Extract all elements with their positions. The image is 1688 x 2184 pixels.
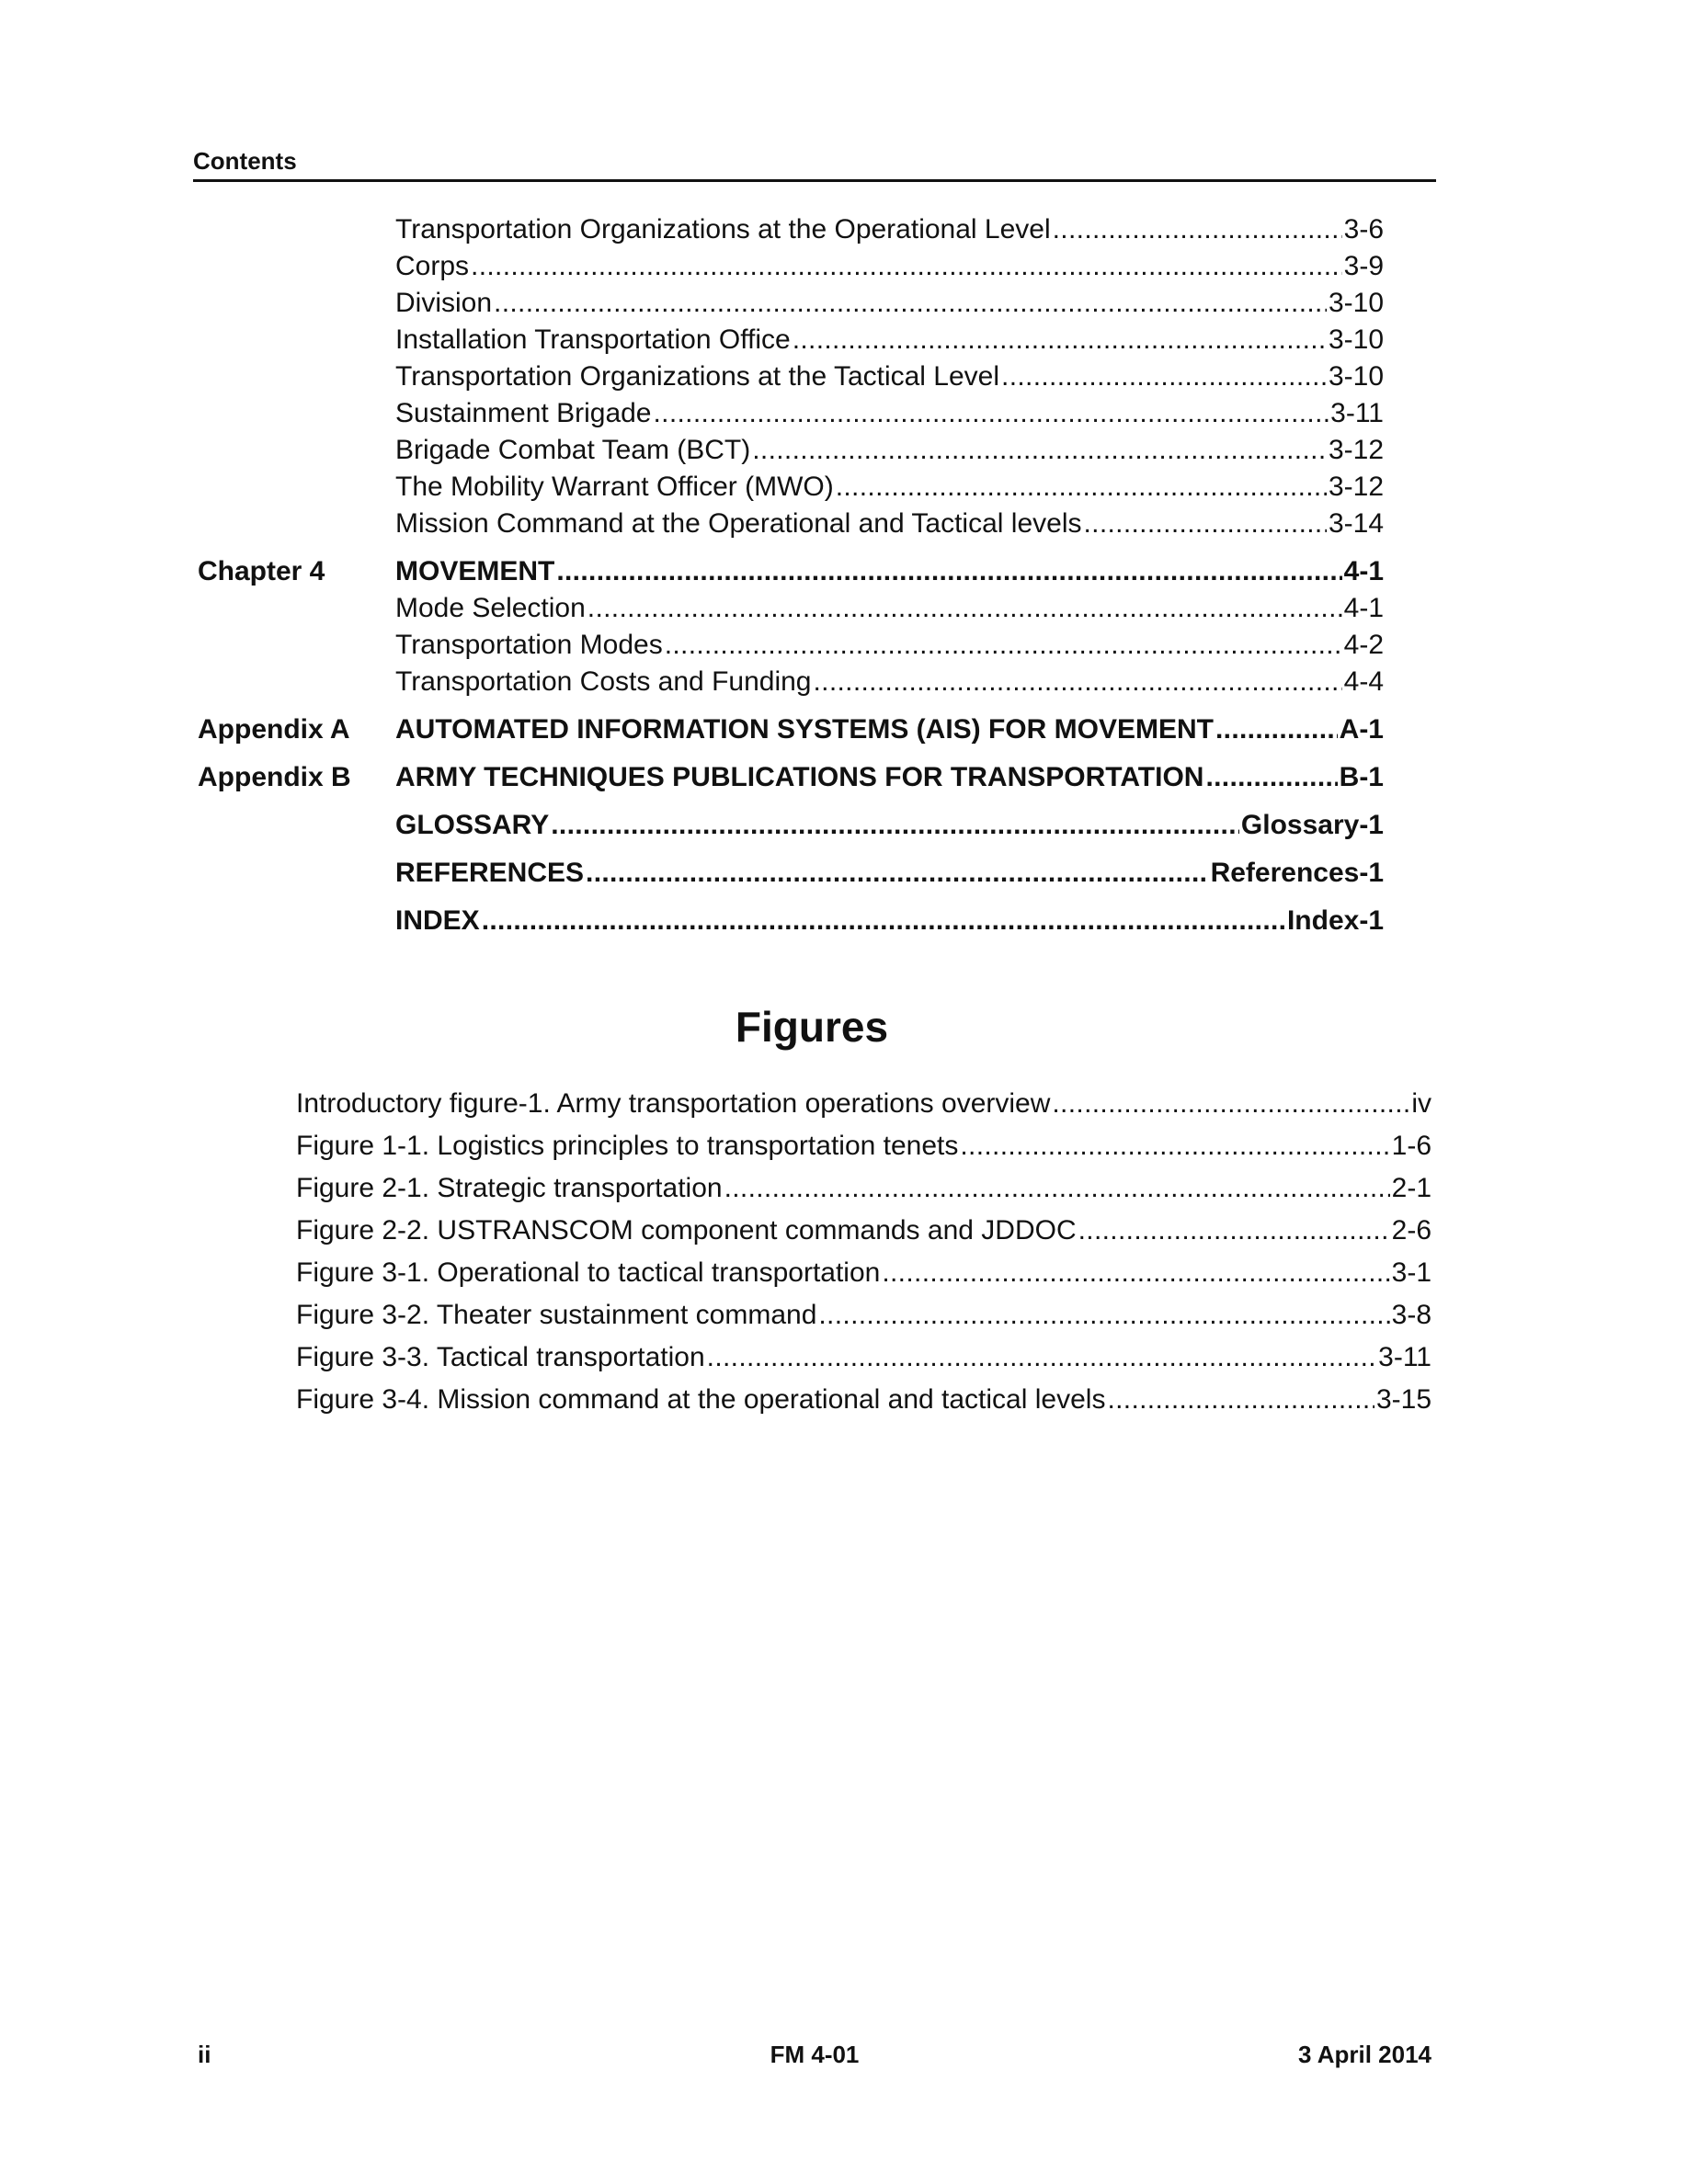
toc-entry-title: Transportation Modes xyxy=(395,630,663,660)
figure-entry[interactable] xyxy=(296,1125,1431,1167)
dot-leader xyxy=(813,664,1341,700)
figure-entry[interactable] xyxy=(296,1167,1431,1210)
toc-page-number: B-1 xyxy=(1339,762,1384,792)
toc-appendix-entry[interactable] xyxy=(198,711,1384,748)
toc-entry-title: REFERENCES xyxy=(395,858,585,888)
dot-leader xyxy=(494,285,1327,322)
toc-entry[interactable] xyxy=(198,590,1384,627)
dot-leader xyxy=(586,855,1209,892)
toc-entry-title: MOVEMENT xyxy=(395,556,555,586)
figure-page-number: 3-11 xyxy=(1378,1342,1431,1372)
figure-entry[interactable] xyxy=(296,1337,1431,1379)
toc-entry[interactable] xyxy=(198,506,1384,542)
figures-heading: Figures xyxy=(735,1003,889,1051)
toc-page-number: 4-1 xyxy=(1343,556,1384,586)
dot-leader xyxy=(793,322,1327,358)
dot-leader xyxy=(1078,1210,1390,1252)
toc-entry[interactable] xyxy=(198,469,1384,506)
dot-leader xyxy=(471,248,1342,285)
dot-leader xyxy=(1053,211,1342,248)
figure-entry[interactable] xyxy=(296,1294,1431,1337)
figure-title: Figure 3-3. Tactical transportation xyxy=(296,1342,705,1372)
toc-entry-title: Sustainment Brigade xyxy=(395,398,652,428)
figure-page-number: 2-1 xyxy=(1391,1173,1431,1203)
dot-leader xyxy=(551,807,1239,844)
figure-title: Introductory figure-1. Army transportation operations overview xyxy=(296,1088,1051,1119)
toc-page-number: 3-11 xyxy=(1330,398,1384,428)
toc-entry[interactable] xyxy=(198,248,1384,285)
toc-page-number: 3-12 xyxy=(1328,435,1384,465)
toc-backmatter-entry[interactable] xyxy=(198,903,1384,939)
figure-title: Figure 3-4. Mission command at the operational and tactical levels xyxy=(296,1384,1106,1415)
dot-leader xyxy=(818,1294,1389,1337)
toc-entry[interactable] xyxy=(198,285,1384,322)
figure-page-number: 2-6 xyxy=(1391,1215,1431,1246)
toc-entry-title: Division xyxy=(395,288,493,318)
dot-leader xyxy=(1083,506,1326,542)
dot-leader xyxy=(960,1125,1389,1167)
toc-backmatter-entry[interactable] xyxy=(198,807,1384,844)
page-header xyxy=(193,147,1436,182)
footer-date: 3 April 2014 xyxy=(1297,2041,1431,2068)
toc-entry-title: Corps xyxy=(395,251,470,281)
dot-leader xyxy=(556,553,1341,590)
dot-leader xyxy=(752,432,1327,469)
figure-page-number: 3-15 xyxy=(1375,1384,1431,1415)
figure-entry[interactable] xyxy=(296,1379,1431,1421)
toc-page-number: 4-4 xyxy=(1343,666,1384,697)
dot-leader xyxy=(1215,711,1338,748)
toc-entry-title: Installation Transportation Office xyxy=(395,324,791,355)
figure-title: Figure 2-2. USTRANSCOM component commands and JDDOC xyxy=(296,1215,1077,1246)
figures-list xyxy=(296,1083,1431,1421)
dot-leader xyxy=(1205,759,1337,796)
toc-entry[interactable] xyxy=(198,664,1384,700)
toc-entry-title: Transportation Organizations at the Operational Level xyxy=(395,214,1051,245)
footer-page-number: ii xyxy=(198,2041,211,2068)
toc-page-number: 3-6 xyxy=(1343,214,1384,245)
toc-label: Appendix B xyxy=(198,762,351,792)
toc-page-number: 3-9 xyxy=(1343,251,1384,281)
dot-leader xyxy=(707,1337,1377,1379)
toc-page-number: 4-1 xyxy=(1343,593,1384,623)
dot-leader xyxy=(482,903,1285,939)
toc-entry-title: Transportation Costs and Funding xyxy=(395,666,812,697)
toc-entry[interactable] xyxy=(198,211,1384,248)
dot-leader xyxy=(587,590,1342,627)
toc-page-number: 4-2 xyxy=(1343,630,1384,660)
toc-entry[interactable] xyxy=(198,627,1384,664)
figure-title: Figure 3-1. Operational to tactical transportation xyxy=(296,1257,881,1288)
toc-entry-title: Mode Selection xyxy=(395,593,586,623)
header-title: Contents xyxy=(193,147,297,175)
figure-title: Figure 3-2. Theater sustainment command xyxy=(296,1300,817,1330)
toc-page-number: 3-12 xyxy=(1328,472,1384,502)
toc-page-number: Index-1 xyxy=(1286,905,1384,936)
figure-entry[interactable] xyxy=(296,1210,1431,1252)
toc-page-number: 3-10 xyxy=(1328,288,1384,318)
toc-entry[interactable] xyxy=(198,358,1384,395)
dot-leader xyxy=(836,469,1327,506)
toc-backmatter-entry[interactable] xyxy=(198,855,1384,892)
toc-entry-title: INDEX xyxy=(395,905,480,936)
toc-entry[interactable] xyxy=(198,322,1384,358)
dot-leader xyxy=(654,395,1329,432)
toc-entry-title: Transportation Organizations at the Tactical Level xyxy=(395,361,1000,392)
figure-entry[interactable] xyxy=(296,1252,1431,1294)
toc-entry-title: The Mobility Warrant Officer (MWO) xyxy=(395,472,834,502)
footer-doc-id: FM 4-01 xyxy=(770,2041,860,2068)
figure-page-number: iv xyxy=(1411,1088,1431,1119)
dot-leader xyxy=(724,1167,1390,1210)
toc-chapter-entry[interactable] xyxy=(198,553,1384,590)
figure-title: Figure 2-1. Strategic transportation xyxy=(296,1173,723,1203)
toc-page-number: 3-10 xyxy=(1328,361,1384,392)
toc-label: Chapter 4 xyxy=(198,556,325,586)
toc-page-number: A-1 xyxy=(1339,714,1384,745)
toc-page-number: References-1 xyxy=(1210,858,1384,888)
toc-label: Appendix A xyxy=(198,714,350,745)
dot-leader xyxy=(1107,1379,1374,1421)
figure-page-number: 1-6 xyxy=(1391,1131,1431,1161)
toc-entry-title: AUTOMATED INFORMATION SYSTEMS (AIS) FOR MOVEMENT xyxy=(395,714,1214,745)
toc-entry-title: ARMY TECHNIQUES PUBLICATIONS FOR TRANSPORTATION xyxy=(395,762,1204,792)
toc-page-number: Glossary-1 xyxy=(1240,810,1384,840)
figure-page-number: 3-1 xyxy=(1391,1257,1431,1288)
dot-leader xyxy=(882,1252,1389,1294)
figure-title: Figure 1-1. Logistics principles to transportation tenets xyxy=(296,1131,959,1161)
dot-leader xyxy=(665,627,1342,664)
toc-appendix-entry[interactable] xyxy=(198,759,1384,796)
table-of-contents xyxy=(198,211,1384,939)
toc-entry[interactable] xyxy=(198,395,1384,432)
toc-entry-title: Brigade Combat Team (BCT) xyxy=(395,435,751,465)
figure-page-number: 3-8 xyxy=(1391,1300,1431,1330)
toc-entry[interactable] xyxy=(198,432,1384,469)
toc-entry-title: GLOSSARY xyxy=(395,810,550,840)
dot-leader xyxy=(1052,1083,1409,1125)
figure-entry[interactable] xyxy=(296,1083,1431,1125)
dot-leader xyxy=(1001,358,1327,395)
toc-entry-title: Mission Command at the Operational and Tactical levels xyxy=(395,508,1082,539)
toc-page-number: 3-14 xyxy=(1328,508,1384,539)
toc-page-number: 3-10 xyxy=(1328,324,1384,355)
